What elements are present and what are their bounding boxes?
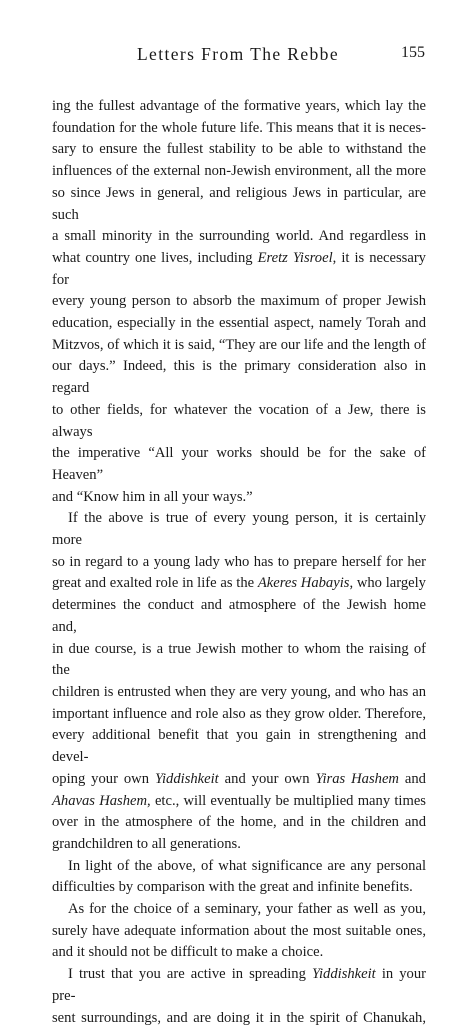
text-run: influences of the external non-Jewish environment, all the more [52, 163, 426, 180]
text-run: what country one lives, including [52, 249, 258, 266]
text-run: , it is necessary for [52, 249, 426, 288]
text-line [52, 704, 426, 726]
text-run: so in regard to a young lady who has to prepare herself for her [52, 553, 426, 570]
text-run: to other fields, for whatever the vocation of a Jew, there is always [52, 401, 426, 440]
text-line [52, 291, 426, 313]
text-run: , who largely [349, 575, 426, 592]
paragraph [52, 508, 426, 855]
paragraph [52, 964, 426, 1029]
text-line [52, 812, 426, 834]
text-run: and [398, 770, 426, 787]
italic-term: Yiddishkeit [311, 966, 376, 983]
text-line [52, 139, 426, 161]
text-line [52, 335, 426, 357]
text-run: sary to ensure the fullest stability to be able to withstand the [52, 141, 426, 158]
running-title: Letters From The Rebbe [136, 44, 340, 64]
page-number: 155 [401, 44, 425, 61]
text-run: every young person to absorb the maximum of proper Jewish [52, 293, 426, 310]
text-run: Mitzvos, of which it is said, “They are our life and the length of [52, 336, 426, 353]
text-run: important influence and role also as they grow older. Therefore, [52, 705, 426, 722]
text-run: sent surroundings, and are doing it in the spirit of Chanukah, [52, 1009, 426, 1026]
text-run: and “Know him in all your ways.” [52, 488, 253, 505]
text-line [52, 508, 426, 551]
text-line [52, 552, 426, 574]
text-run: every additional benefit that you gain in strengthening and devel- [52, 727, 426, 766]
text-line [52, 96, 426, 118]
text-line [52, 487, 426, 509]
italic-term: Yiras Hashem [315, 770, 399, 787]
text-run: foundation for the whole future life. This means that it is neces- [52, 119, 426, 136]
text-line [52, 573, 426, 595]
text-line [52, 942, 426, 964]
text-line [52, 356, 426, 399]
text-run: great and exalted role in life as the [52, 575, 258, 592]
text-line [52, 791, 426, 813]
text-run: If the above is true of every young person, it is certainly more [52, 510, 426, 549]
text-line [52, 856, 426, 878]
text-line [52, 400, 426, 443]
text-run: children is entrusted when they are very young, and who has an [52, 683, 426, 700]
text-line [52, 682, 426, 704]
text-line [52, 313, 426, 335]
text-run: in your pre- [52, 966, 426, 1004]
text-line [52, 921, 426, 943]
text-run: determines the conduct and atmosphere of the Jewish home and, [52, 597, 426, 635]
text-run: the imperative “All your works should be for the sake of Heaven” [52, 445, 426, 483]
text-line [52, 769, 426, 791]
text-line [52, 183, 426, 226]
text-run: and it should not be difficult to make a choice. [52, 944, 324, 961]
paragraph [52, 856, 426, 899]
text-run: in due course, is a true Jewish mother to whom the raising of the [52, 640, 426, 679]
text-line [52, 877, 426, 899]
text-run: ing the fullest advantage of the formative years, which lay the [52, 98, 426, 114]
text-run: difficulties by comparison with the great and infinite benefits. [52, 879, 413, 896]
text-run: education, especially in the essential aspect, namely Torah and [52, 315, 426, 332]
text-run: and your own [218, 770, 316, 787]
text-line [52, 226, 426, 248]
italic-term: Yiddishkeit [154, 770, 219, 787]
text-run: so since Jews in general, and religious Jews in particular, are such [52, 184, 426, 223]
text-run: In light of the above, of what significance are any personal [68, 857, 426, 874]
text-line [52, 595, 426, 638]
text-run: grandchildren to all generations. [52, 835, 241, 852]
text-line [52, 248, 426, 291]
text-run: As for the choice of a seminary, your father as well as you, [68, 901, 426, 918]
italic-term: Akeres Habayis [257, 575, 350, 592]
text-line [52, 639, 426, 682]
italic-term: Eretz Yisroel [257, 249, 333, 266]
text-line [52, 161, 426, 183]
text-run: over in the atmosphere of the home, and in the children and [52, 814, 426, 831]
paragraph [52, 96, 426, 508]
body-text [52, 96, 426, 1029]
text-run: , etc., will eventually be multiplied many times [147, 792, 426, 809]
text-line [52, 1008, 426, 1029]
paragraph [52, 899, 426, 964]
text-run: I trust that you are active in spreading [68, 966, 312, 983]
text-line [52, 118, 426, 140]
text-run: our days.” Indeed, this is the primary consideration also in regard [52, 358, 426, 397]
text-line [52, 443, 426, 486]
text-run: a small minority in the surrounding world. And regardless in [52, 228, 426, 245]
text-line [52, 725, 426, 768]
text-run: oping your own [52, 770, 155, 787]
text-run: surely have adequate information about the most suitable ones, [52, 922, 426, 939]
text-line [52, 899, 426, 921]
text-line [52, 964, 426, 1007]
text-line [52, 834, 426, 856]
italic-term: Ahavas Hashem [52, 792, 148, 809]
